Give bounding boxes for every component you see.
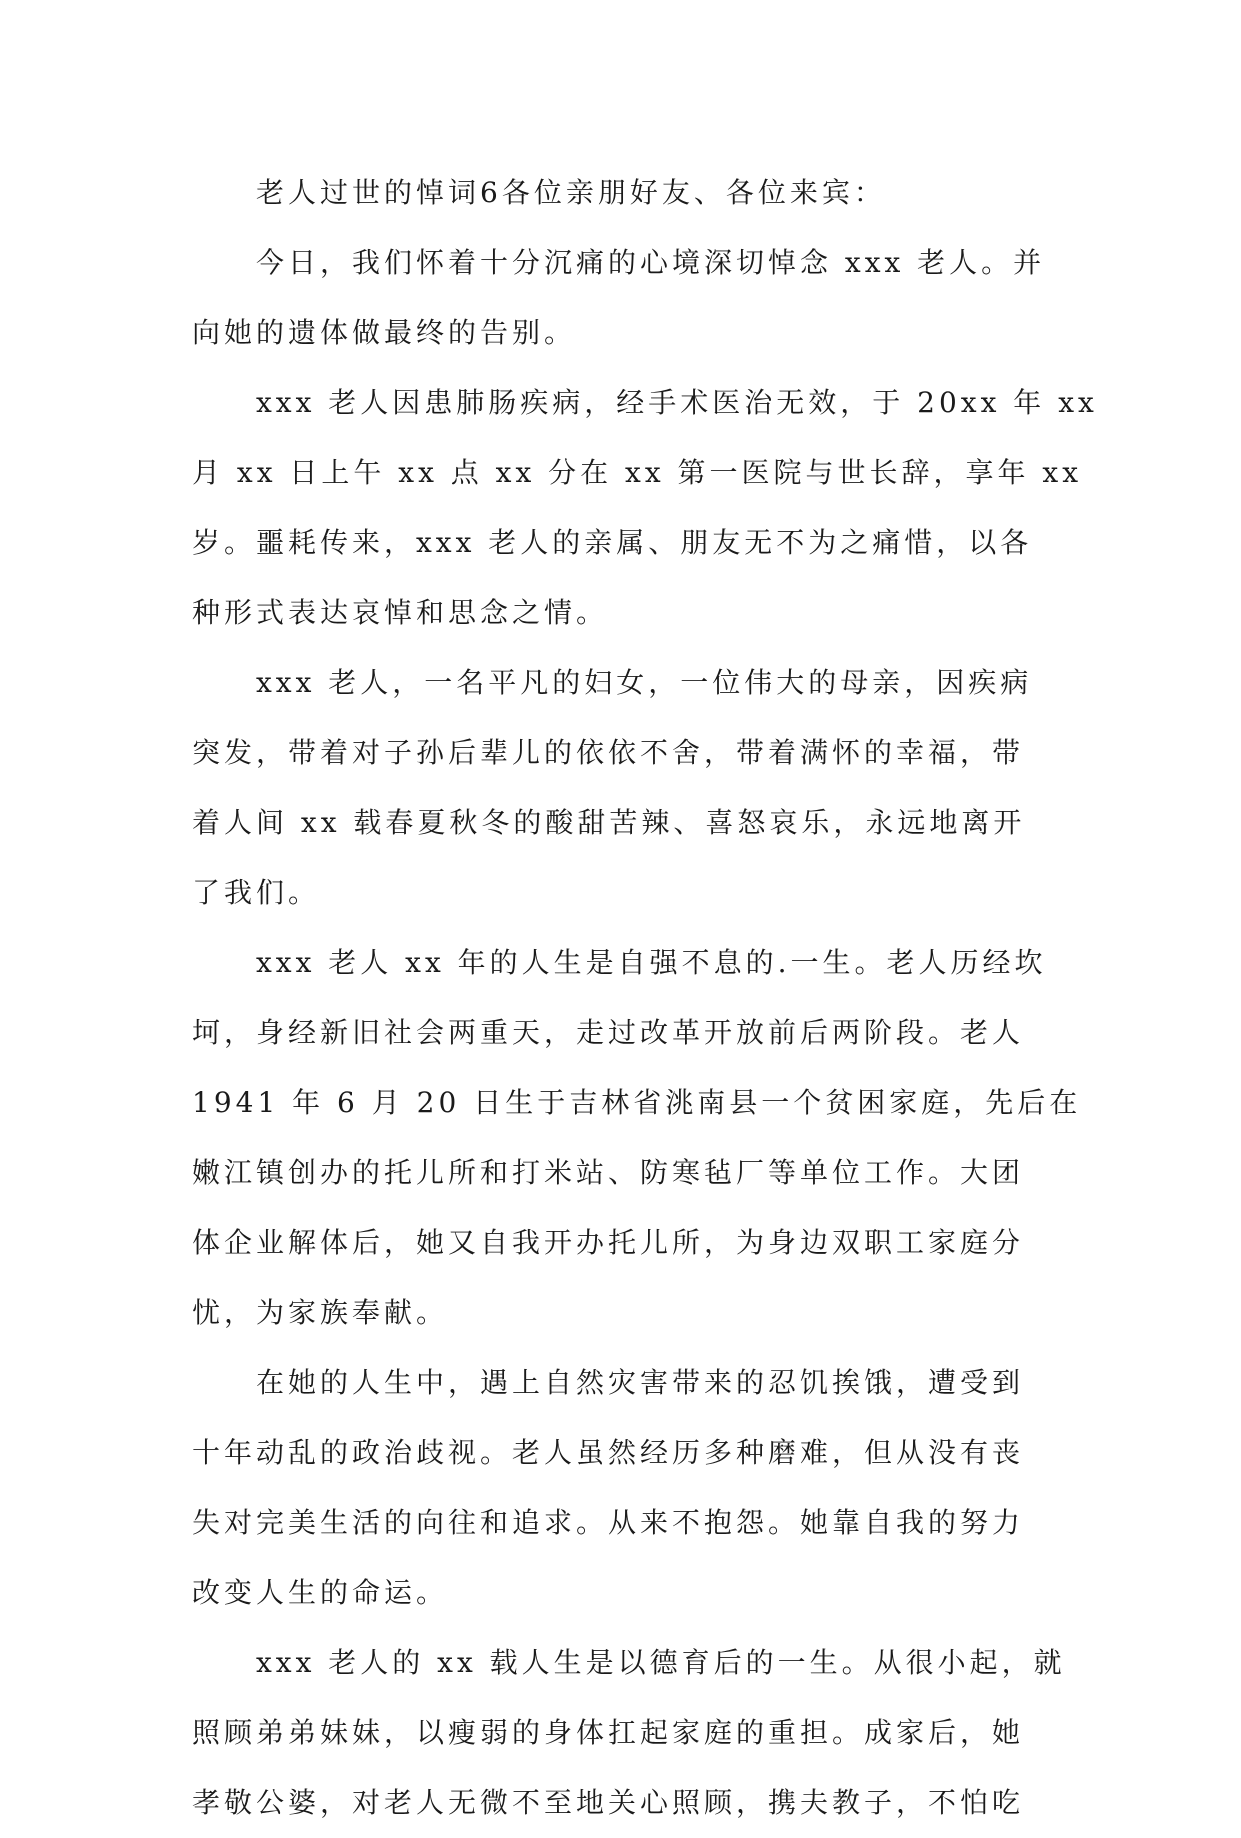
text-line-15: 嫩江镇创办的托儿所和打米站、防寒毡厂等单位工作。大团 [192, 1156, 1025, 1189]
text-line-21: 改变人生的命运。 [192, 1576, 449, 1609]
text-line-24: 孝敬公婆，对老人无微不至地关心照顾，携夫教子，不怕吃 [192, 1786, 1025, 1819]
text-line-11: 了我们。 [192, 876, 321, 909]
text-line-19: 十年动乱的政治歧视。老人虽然经历多种磨难，但从没有丧 [192, 1436, 1025, 1469]
text-line-16: 体企业解体后，她又自我开办托儿所，为身边双职工家庭分 [192, 1226, 1025, 1259]
text-line-3: 向她的遗体做最终的告别。 [192, 316, 577, 349]
text-line-9: 突发，带着对子孙后辈儿的依依不舍，带着满怀的幸福，带 [192, 736, 1025, 769]
text-line-17: 忧，为家族奉献。 [192, 1296, 449, 1329]
text-line-6: 岁。噩耗传来，xxx 老人的亲属、朋友无不为之痛惜，以各 [192, 526, 1033, 559]
text-line-20: 失对完美生活的向往和追求。从来不抱怨。她靠自我的努力 [192, 1506, 1025, 1539]
text-line-14: 1941 年 6 月 20 日生于吉林省洮南县一个贫困家庭，先后在 [192, 1086, 1082, 1119]
text-line-7: 种形式表达哀悼和思念之情。 [192, 596, 609, 629]
text-line-10: 着人间 xx 载春夏秋冬的酸甜苦辣、喜怒哀乐，永远地离开 [192, 806, 1026, 839]
text-line-8: xxx 老人，一名平凡的妇女，一位伟大的母亲，因疾病 [256, 666, 1033, 699]
text-line-22: xxx 老人的 xx 载人生是以德育后的一生。从很小起，就 [256, 1646, 1066, 1679]
text-line-23: 照顾弟弟妹妹，以瘦弱的身体扛起家庭的重担。成家后，她 [192, 1716, 1025, 1749]
text-line-13: 坷，身经新旧社会两重天，走过改革开放前后两阶段。老人 [192, 1016, 1025, 1049]
document-body [192, 158, 1098, 1838]
text-line-5: 月 xx 日上午 xx 点 xx 分在 xx 第一医院与世长辞，享年 xx [192, 456, 1083, 489]
text-line-18: 在她的人生中，遇上自然灾害带来的忍饥挨饿，遭受到 [256, 1366, 1025, 1399]
text-line-4: xxx 老人因患肺肠疾病，经手术医治无效，于 20xx 年 xx [256, 386, 1098, 419]
text-line-1: 老人过世的悼词6各位亲朋好友、各位来宾： [256, 176, 886, 209]
text-line-2: 今日，我们怀着十分沉痛的心境深切悼念 xxx 老人。并 [256, 246, 1046, 279]
text-line-12: xxx 老人 xx 年的人生是自强不息的.一生。老人历经坎 [256, 946, 1047, 979]
